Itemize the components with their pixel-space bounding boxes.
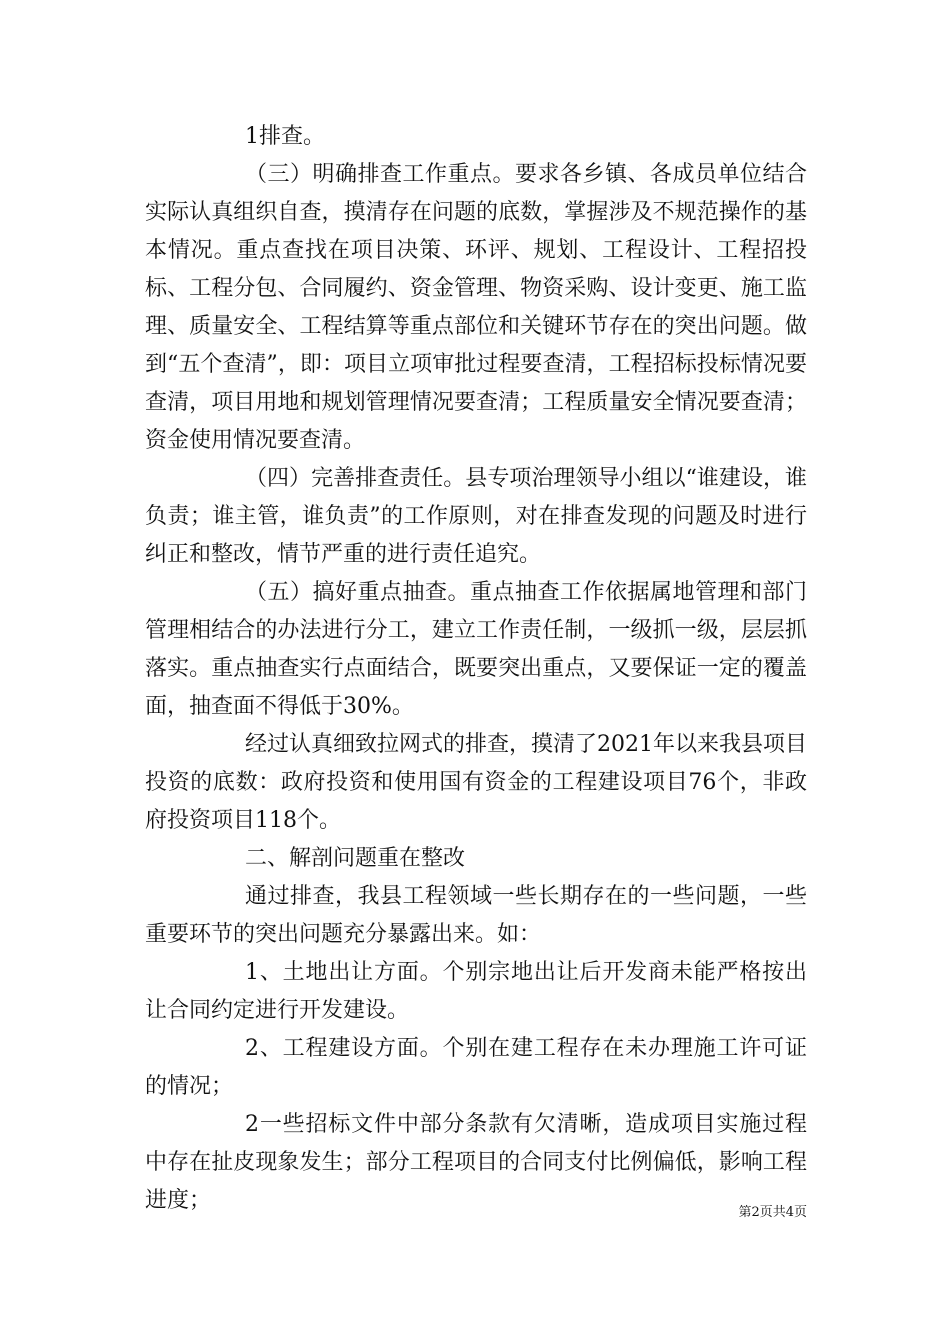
paragraph-problems-intro: 通过排查，我县工程领域一些长期存在的一些问题，一些重要环节的突出问题充分暴露出来。如： — [145, 884, 807, 947]
paragraph-land-transfer: 1、土地出让方面。个别宗地出让后开发商未能严格按出让合同约定进行开发建设。 — [145, 960, 807, 1023]
paragraph-tender-issues: 2一些招标文件中部分条款有欠清晰，造成项目实施过程中存在扯皮现象发生；部分工程项目的合同支付比例偏低，影响工程进度； — [145, 1112, 807, 1213]
paragraph-section-5: （五）搞好重点抽查。重点抽查工作依据属地管理和部门管理相结合的办法进行分工，建立工作责任制，一级抓一级，层层抓落实。重点抽查实行点面结合，既要突出重点，又要保证一定的覆盖面，抽查面不得低于30%。 — [145, 580, 807, 719]
section-heading-2: 二、解剖问题重在整改 — [245, 846, 466, 871]
paragraph-summary: 经过认真细致拉网式的排查，摸清了2021年以来我县项目投资的底数：政府投资和使用国有资金的工程建设项目76个，非政府投资项目118个。 — [145, 732, 807, 833]
paragraph-construction: 2、工程建设方面。个别在建工程存在未办理施工许可证的情况； — [145, 1036, 807, 1099]
paragraph-continuation: 1排查。 — [245, 124, 325, 149]
paragraph-section-3: （三）明确排查工作重点。要求各乡镇、各成员单位结合实际认真组织自查，摸清存在问题的底数，掌握涉及不规范操作的基本情况。重点查找在项目决策、环评、规划、工程设计、工程招投标、工程分包、合同履约、资金管理、物资采购、设计变更、施工监理、质量安全、工程结算等重点部位和关键环节存在的突出问题。做到“五个查清”，即：项目立项审批过程要查清，工程招标投标情况要查清，项目用地和规划管理情况要查清；工程质量安全情况要查清；资金使用情况要查清。 — [145, 162, 807, 453]
page-number: 第2页共4页 — [738, 1205, 807, 1220]
document-body — [145, 118, 807, 1220]
paragraph-section-4: （四）完善排查责任。县专项治理领导小组以“谁建设，谁负责；谁主管，谁负责”的工作原则，对在排查发现的问题及时进行纠正和整改，情节严重的进行责任追究。 — [145, 466, 807, 567]
